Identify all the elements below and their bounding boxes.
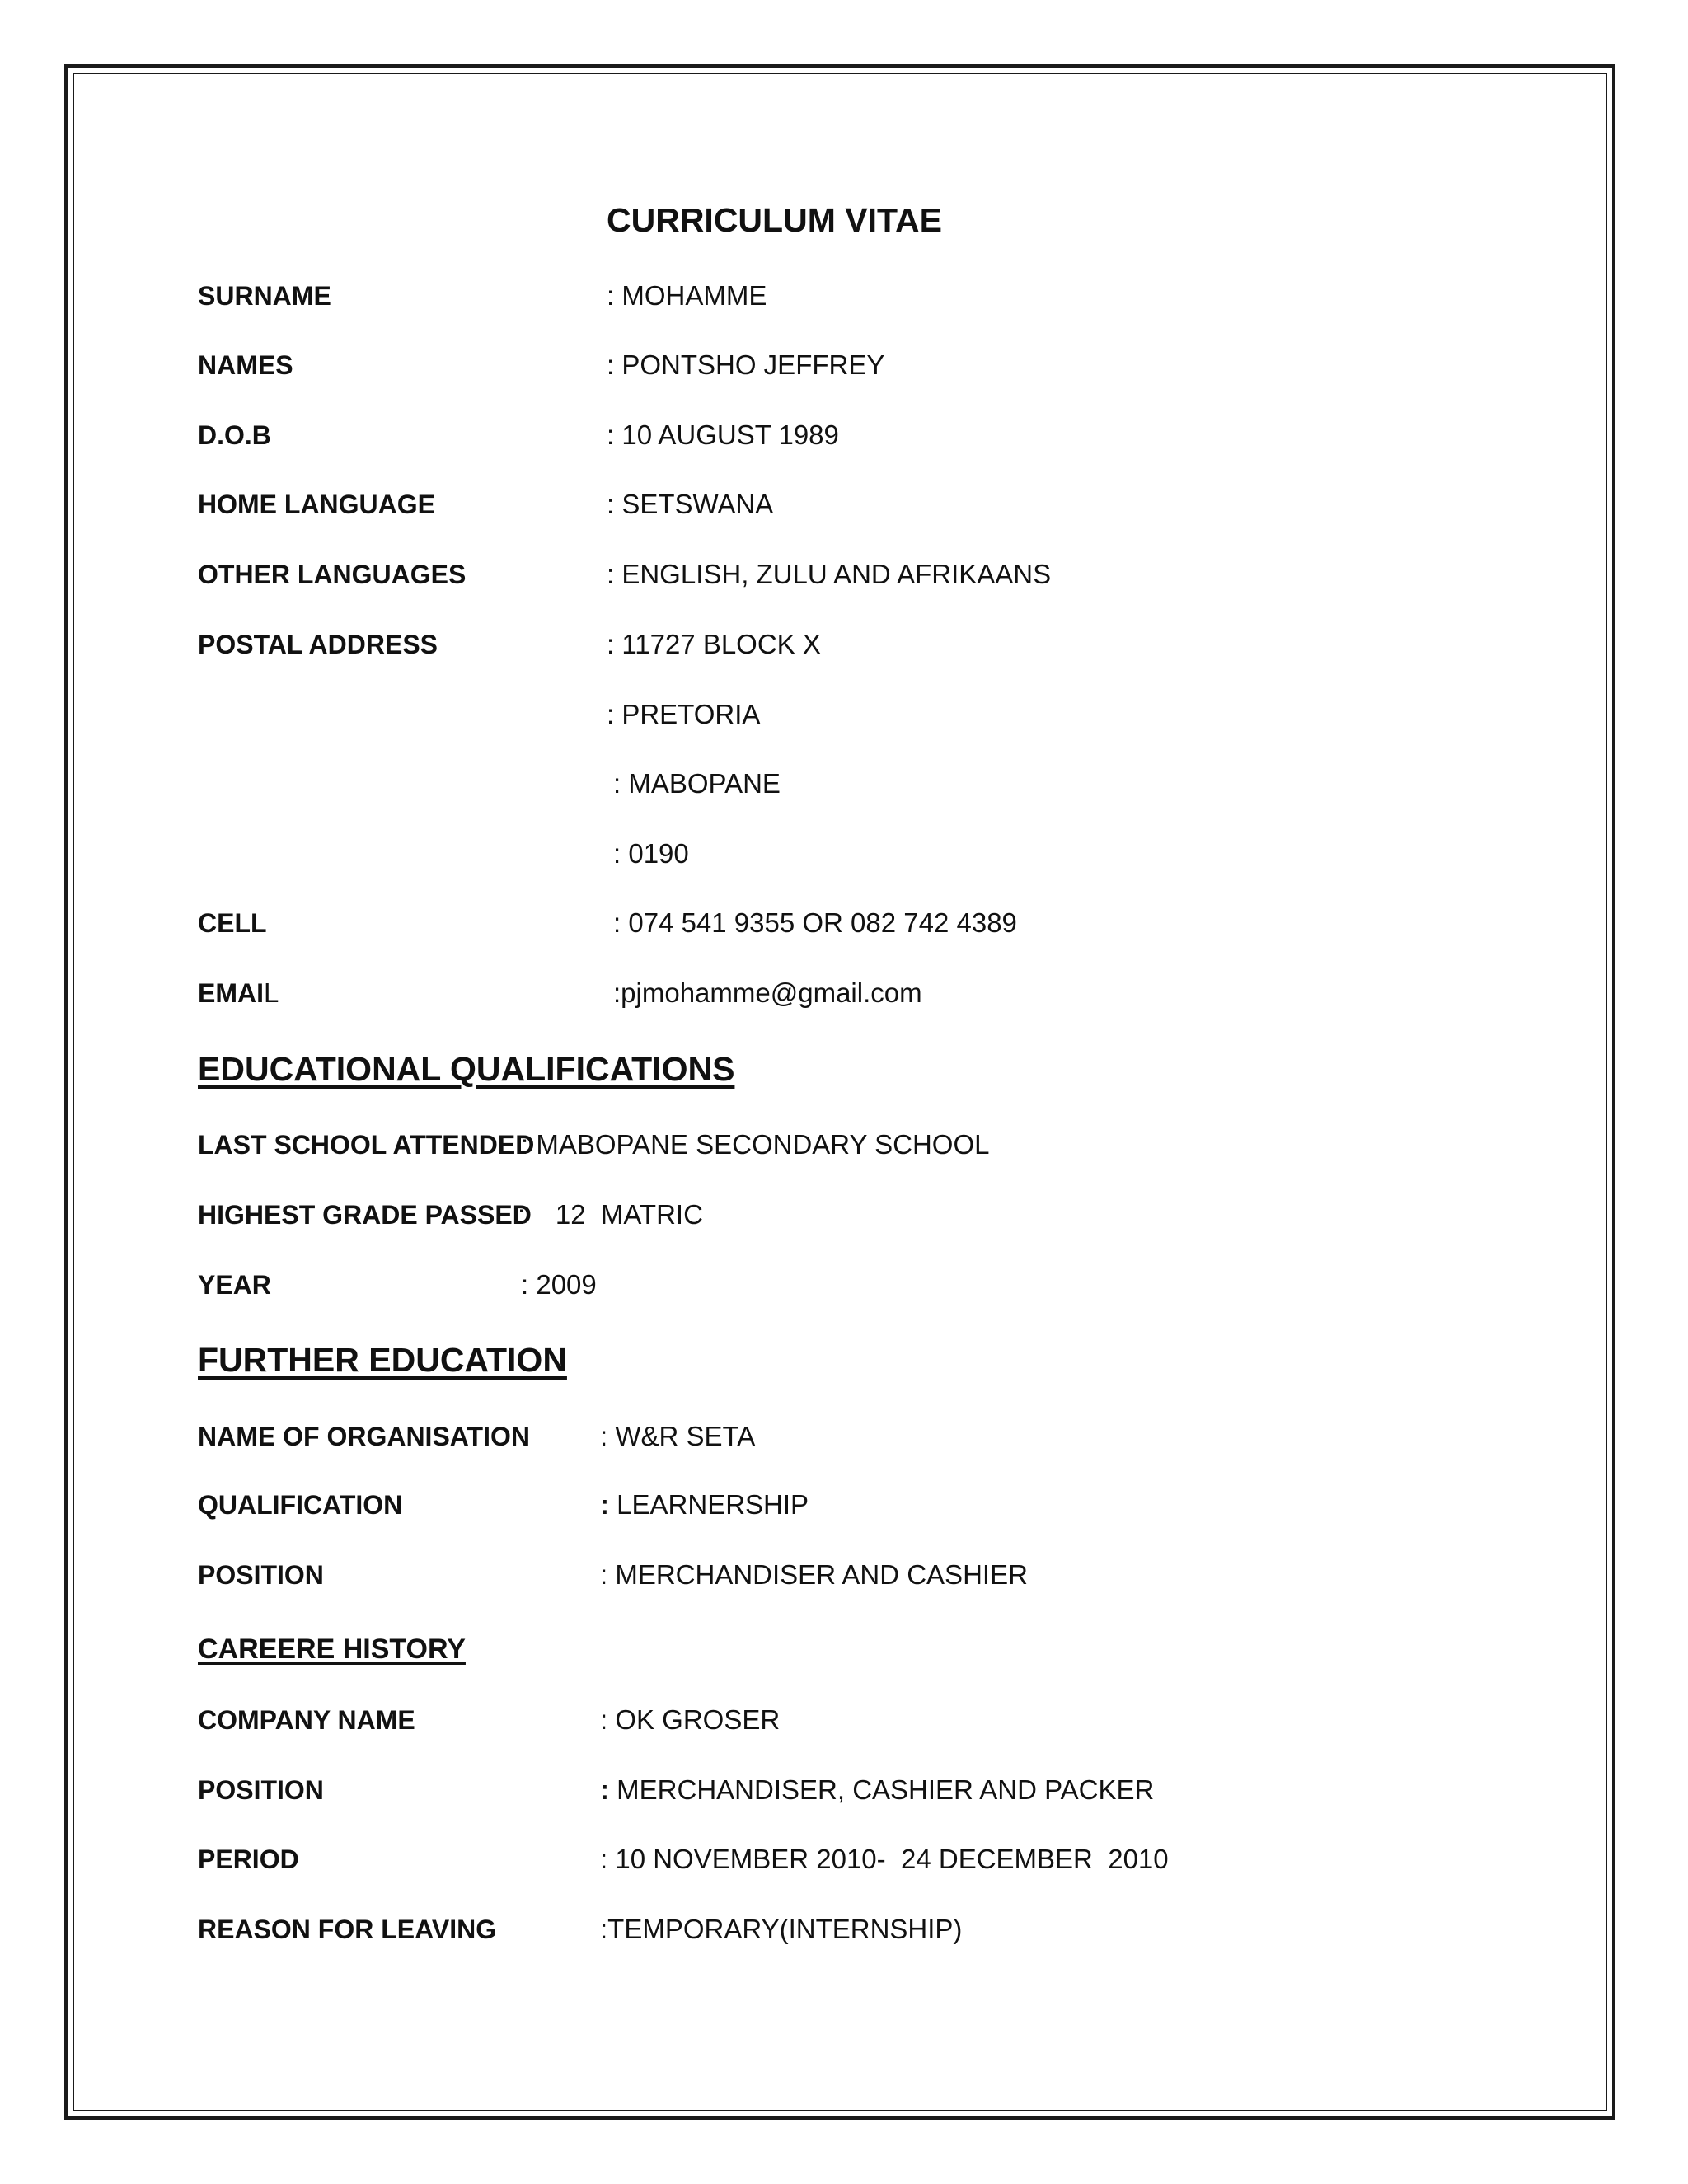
qualification-label: QUALIFICATION xyxy=(198,1490,403,1520)
career-position-value xyxy=(600,1774,1154,1807)
qualification-colon: : xyxy=(600,1489,609,1520)
postal-address-line: : 0190 xyxy=(613,838,689,869)
career-history-heading: CAREERE HISTORY xyxy=(198,1633,466,1665)
further-position-label: POSITION xyxy=(198,1560,324,1590)
email-label-rest: L xyxy=(264,977,279,1008)
dob-label: D.O.B xyxy=(198,420,271,450)
surname-label: SURNAME xyxy=(198,281,331,311)
company-name-label: COMPANY NAME xyxy=(198,1705,415,1735)
names-value: : PONTSHO JEFFREY xyxy=(607,349,885,380)
year-value: : 2009 xyxy=(521,1269,597,1300)
qualification-text: LEARNERSHIP xyxy=(609,1489,809,1520)
last-school-value: : MABOPANE SECONDARY SCHOOL xyxy=(521,1129,990,1160)
postal-address-line: : PRETORIA xyxy=(607,699,761,729)
highest-grade-label: HIGHEST GRADE PASSED xyxy=(198,1200,532,1230)
last-school-label: LAST SCHOOL ATTENDED xyxy=(198,1130,535,1160)
cell-value: : 074 541 9355 OR 082 742 4389 xyxy=(613,907,1017,938)
reason-value: :TEMPORARY(INTERNSHIP) xyxy=(600,1914,963,1944)
cv-title: CURRICULUM VITAE xyxy=(607,201,942,239)
postal-address-line: : MABOPANE xyxy=(613,768,781,799)
surname-value: : MOHAMME xyxy=(607,280,767,311)
reason-label: REASON FOR LEAVING xyxy=(198,1915,497,1944)
company-name-value: : OK GROSER xyxy=(600,1704,781,1735)
educational-qualifications-heading: EDUCATIONAL QUALIFICATIONS xyxy=(198,1050,735,1088)
career-position-label: POSITION xyxy=(198,1775,324,1805)
highest-grade-value: : 12 MATRIC xyxy=(518,1199,703,1230)
cell-label: CELL xyxy=(198,908,267,938)
qualification-value xyxy=(600,1488,809,1521)
email-label-bold: EMAI xyxy=(198,978,264,1008)
career-position-colon: : xyxy=(600,1774,609,1805)
email-value: :pjmohamme@gmail.com xyxy=(613,977,922,1008)
home-language-label: HOME LANGUAGE xyxy=(198,490,435,519)
year-label: YEAR xyxy=(198,1270,271,1300)
email-label xyxy=(198,977,279,1010)
home-language-value: : SETSWANA xyxy=(607,489,774,519)
postal-address-line: : 11727 BLOCK X xyxy=(607,629,821,659)
organisation-value: : W&R SETA xyxy=(600,1421,756,1451)
further-position-value: : MERCHANDISER AND CASHIER xyxy=(600,1559,1028,1590)
names-label: NAMES xyxy=(198,350,293,380)
further-education-heading: FURTHER EDUCATION xyxy=(198,1341,567,1379)
period-label: PERIOD xyxy=(198,1844,299,1874)
dob-value: : 10 AUGUST 1989 xyxy=(607,419,839,450)
other-languages-label: OTHER LANGUAGES xyxy=(198,560,467,589)
career-position-text: MERCHANDISER, CASHIER AND PACKER xyxy=(609,1774,1155,1805)
postal-address-label: POSTAL ADDRESS xyxy=(198,630,438,659)
period-value: : 10 NOVEMBER 2010- 24 DECEMBER 2010 xyxy=(600,1844,1169,1874)
organisation-label: NAME OF ORGANISATION xyxy=(198,1422,530,1451)
other-languages-value: : ENGLISH, ZULU AND AFRIKAANS xyxy=(607,559,1052,589)
